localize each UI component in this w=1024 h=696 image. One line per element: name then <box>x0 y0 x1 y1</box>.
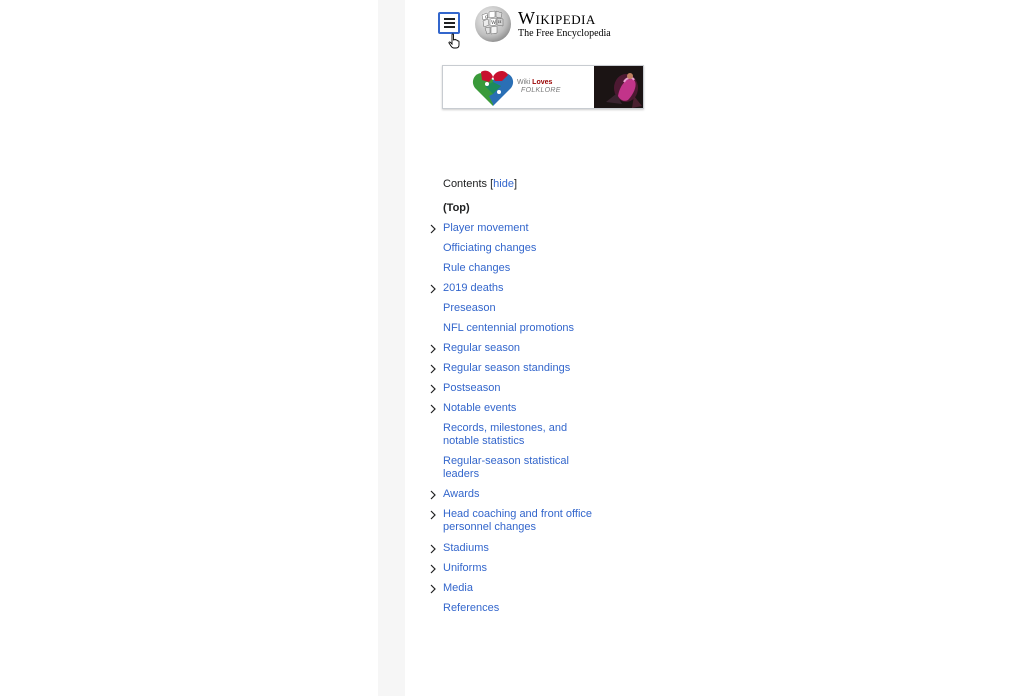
banner-caption <box>517 79 561 95</box>
banner-photo <box>594 66 644 109</box>
folklore-dancer-image <box>594 66 644 109</box>
toc-item[interactable]: References <box>443 602 500 614</box>
toc-hide-link[interactable]: hide <box>493 178 514 190</box>
toc-item[interactable]: (Top) <box>443 202 470 214</box>
wiki-loves-folklore-banner[interactable] <box>442 65 644 109</box>
toc-item[interactable]: Media <box>443 582 473 594</box>
hamburger-bar <box>444 26 455 28</box>
svg-text:И: И <box>498 19 502 24</box>
puzzle-heart-icon <box>471 68 515 108</box>
wikipedia-globe-icon[interactable] <box>474 5 512 43</box>
banner-line2: FOLKLORE <box>521 87 561 94</box>
toc-item[interactable]: Regular season <box>443 342 521 354</box>
chevron-right-icon[interactable] <box>428 364 438 374</box>
toc-heading <box>443 178 517 190</box>
chevron-right-icon[interactable] <box>428 344 438 354</box>
toc-item[interactable]: Regular season standings <box>443 362 571 374</box>
hamburger-bar <box>444 22 455 24</box>
toc-item[interactable]: NFL centennial promotions <box>443 322 575 334</box>
svg-text:Ω: Ω <box>485 14 489 19</box>
svg-text:W: W <box>491 20 497 26</box>
toc-item[interactable]: 2019 deaths <box>443 282 504 294</box>
chevron-right-icon[interactable] <box>428 490 438 500</box>
toc-item[interactable]: Awards <box>443 488 480 500</box>
toc-toggle-bracket-close: ] <box>513 178 518 190</box>
hamburger-menu-icon <box>444 18 455 20</box>
chevron-right-icon[interactable] <box>428 584 438 594</box>
toc-item[interactable]: Preseason <box>443 302 496 314</box>
toc-item[interactable]: Stadiums <box>443 542 489 554</box>
toc-toggle-bracket-open: [ <box>490 178 494 190</box>
toc-item[interactable]: Notable events <box>443 402 517 414</box>
toc-item[interactable]: Postseason <box>443 382 501 394</box>
wikipedia-wordmark[interactable] <box>518 8 611 39</box>
toc-item[interactable]: Uniforms <box>443 562 488 574</box>
chevron-right-icon[interactable] <box>428 564 438 574</box>
wordmark-tagline: The Free Encyclopedia <box>518 28 611 39</box>
toc-item[interactable]: Officiating changes <box>443 242 537 254</box>
chevron-right-icon[interactable] <box>428 510 438 520</box>
toc-item[interactable]: Head coaching and front office personnel changes <box>443 508 593 533</box>
chevron-right-icon[interactable] <box>428 544 438 554</box>
banner-line1-prefix: Wiki <box>517 79 533 86</box>
chevron-right-icon[interactable] <box>428 224 438 234</box>
toc-title: Contents <box>443 178 488 190</box>
chevron-right-icon[interactable] <box>428 284 438 294</box>
wordmark-title: Wikipedia <box>518 8 596 28</box>
hand-cursor-icon <box>447 33 461 49</box>
toc-item[interactable]: Records, milestones, and notable statistics <box>443 422 568 447</box>
chevron-right-icon[interactable] <box>428 404 438 414</box>
main-menu-button[interactable] <box>438 12 460 34</box>
banner-line1-bold: Loves <box>532 79 553 86</box>
sidebar-gutter <box>378 0 405 696</box>
chevron-right-icon[interactable] <box>428 384 438 394</box>
toc-item[interactable]: Rule changes <box>443 262 511 274</box>
toc-item[interactable]: Player movement <box>443 222 529 234</box>
toc-item[interactable]: Regular-season statistical leaders <box>443 455 569 480</box>
